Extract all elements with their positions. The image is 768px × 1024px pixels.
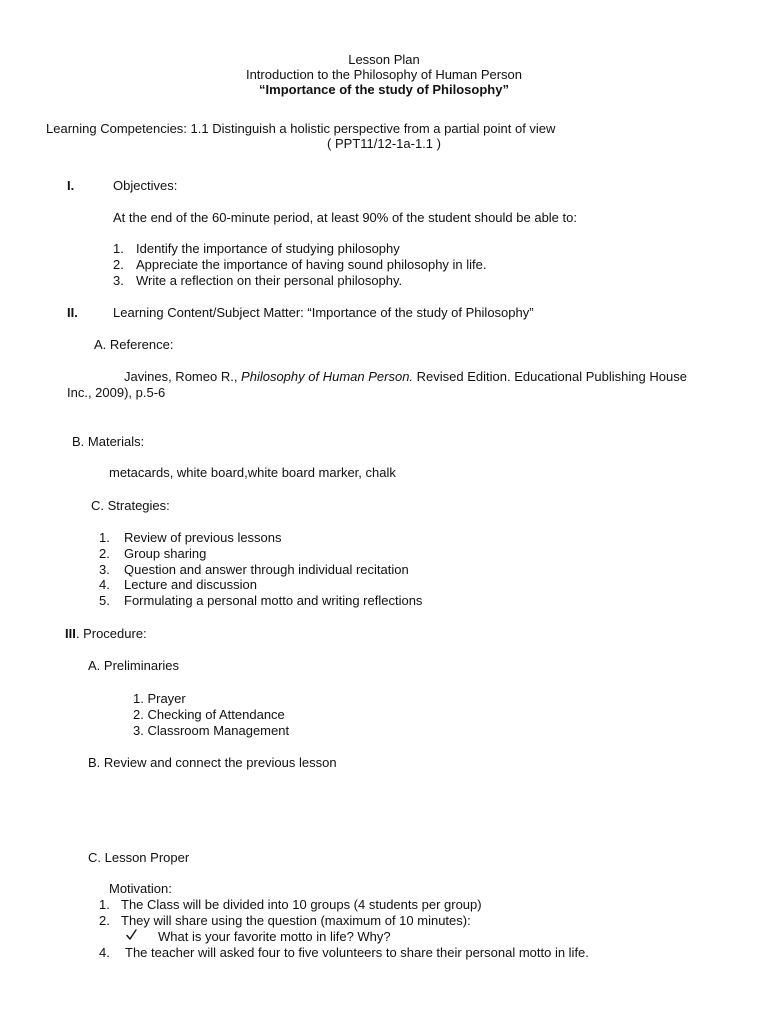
motivation-step-num: 1. (99, 897, 110, 912)
learning-content-heading: Learning Content/Subject Matter: “Importance of the study of Philosophy” (113, 305, 534, 320)
objective-item-num: 1. (113, 241, 124, 256)
procedure-heading (65, 626, 147, 642)
section-1-numeral: I. (67, 178, 75, 193)
objective-item: Write a reflection on their personal philosophy. (136, 273, 403, 288)
strategy-num: 3. (99, 562, 110, 577)
motivation-step-num: 2. (99, 913, 110, 928)
objective-item: Appreciate the importance of having sound philosophy in life. (136, 257, 487, 272)
objectives-intro: At the end of the 60-minute period, at least 90% of the student should be able to: (113, 210, 577, 225)
strategy-item: Question and answer through individual recitation (124, 562, 409, 577)
motivation-step: They will share using the question (maximum of 10 minutes): (121, 913, 471, 928)
section-2-numeral: II. (67, 305, 78, 320)
procedure-title: . Procedure: (75, 626, 147, 641)
strategy-item: Formulating a personal motto and writing reflections (124, 593, 423, 608)
reference-citation (124, 369, 687, 385)
preliminaries-label: A. Preliminaries (88, 658, 180, 673)
course-title: Introduction to the Philosophy of Human Person (245, 67, 523, 82)
preliminary-item: 1. Prayer (133, 691, 186, 706)
materials-label: B. Materials: (72, 434, 145, 449)
preliminary-item: 2. Checking of Attendance (133, 707, 285, 722)
strategy-num: 1. (99, 530, 110, 545)
motivation-step-num: 4. (99, 945, 110, 960)
reference-edition: Revised Edition. Educational Publishing House (413, 369, 687, 384)
lesson-topic: “Importance of the study of Philosophy” (259, 82, 509, 97)
motivation-step: The Class will be divided into 10 groups (4 students per group) (121, 897, 482, 912)
reference-label: A. Reference: (94, 337, 174, 352)
objective-item-num: 3. (113, 273, 124, 288)
preliminary-item: 3. Classroom Management (133, 723, 290, 738)
check-mark-icon (126, 929, 137, 945)
motivation-step: The teacher will asked four to five volunteers to share their personal motto in life. (125, 945, 589, 960)
reference-author: Javines, Romeo R., (124, 369, 242, 384)
materials-list: metacards, white board,white board marker, chalk (109, 465, 396, 480)
objective-item: Identify the importance of studying philosophy (136, 241, 400, 256)
strategy-num: 2. (99, 546, 110, 561)
reference-book-title: Philosophy of Human Person. (241, 369, 414, 384)
lesson-proper-label: C. Lesson Proper (88, 850, 190, 865)
motivation-question: What is your favorite motto in life? Why? (158, 929, 391, 944)
strategy-item: Group sharing (124, 546, 207, 561)
strategies-label: C. Strategies: (91, 498, 170, 513)
objective-item-num: 2. (113, 257, 124, 272)
section-3-numeral: III (65, 626, 76, 641)
strategy-num: 5. (99, 593, 110, 608)
competency-code: ( PPT11/12-1a-1.1 ) (327, 136, 441, 151)
learning-competencies: Learning Competencies: 1.1 Distinguish a holistic perspective from a partial point of view (46, 121, 556, 136)
strategy-num: 4. (99, 577, 110, 592)
motivation-label: Motivation: (109, 881, 172, 896)
strategy-item: Review of previous lessons (124, 530, 282, 545)
reference-citation-cont: Inc., 2009), p.5-6 (67, 385, 166, 400)
check-mark-icon-glyph (126, 929, 137, 941)
strategy-item: Lecture and discussion (124, 577, 257, 592)
doc-type: Lesson Plan (348, 52, 420, 67)
objectives-heading: Objectives: (113, 178, 178, 193)
review-label: B. Review and connect the previous lesson (88, 755, 337, 770)
